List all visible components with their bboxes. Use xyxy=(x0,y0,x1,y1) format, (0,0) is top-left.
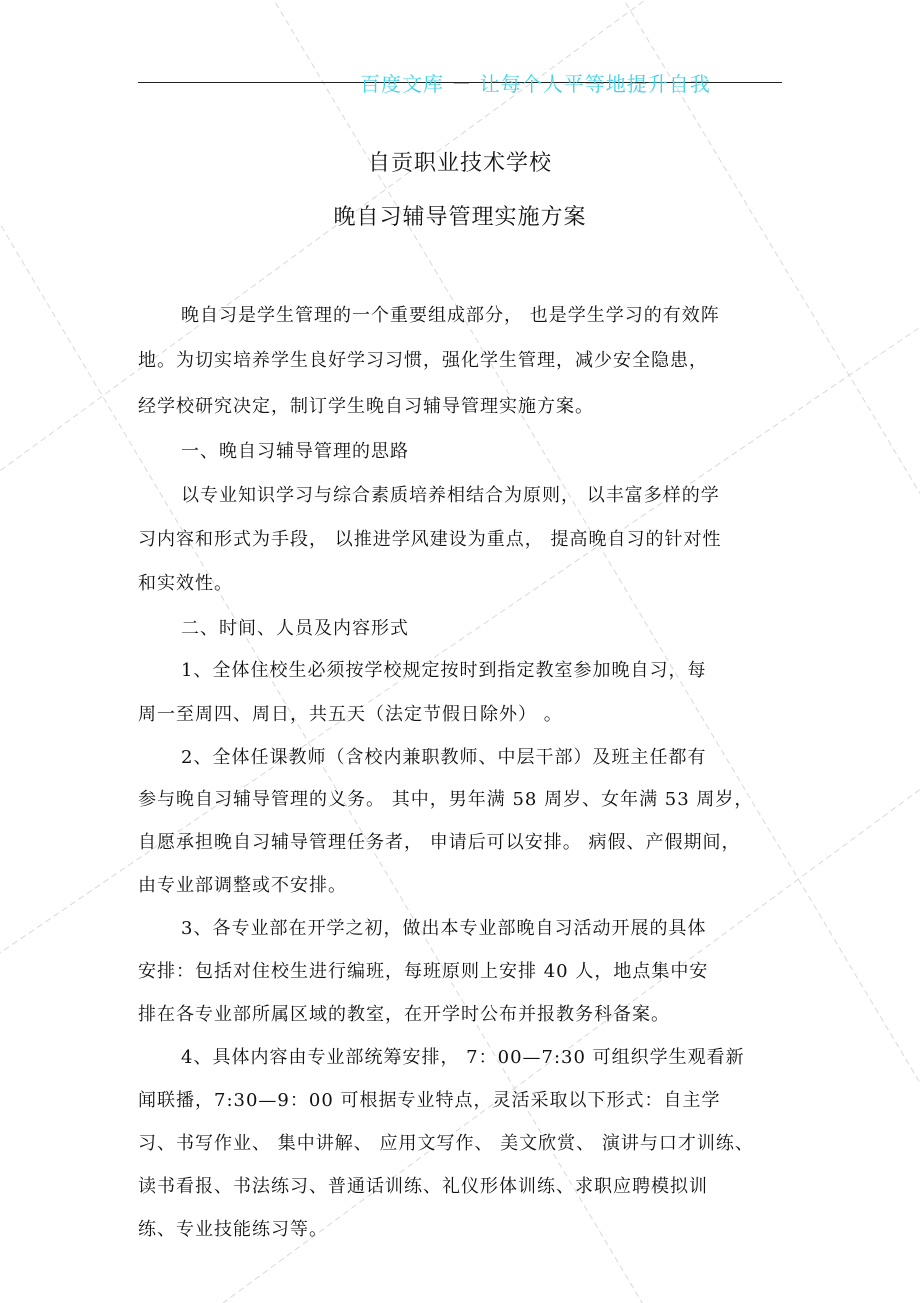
paragraph-line: 2、全体任课教师（含校内兼职教师、中层干部）及班主任都有 xyxy=(181,747,707,768)
paragraph-line: 以专业知识学习与综合素质培养相结合为原则， 以丰富多样的学 xyxy=(181,485,720,506)
paragraph-line: 习、书写作业、 集中讲解、 应用文写作、 美文欣赏、 演讲与口才训练、 xyxy=(138,1133,754,1154)
header-watermark-text: 百度文库 － 让每个人平等地提升自我 xyxy=(360,72,711,96)
paragraph-line: 练、专业技能练习等。 xyxy=(138,1219,328,1240)
paragraph-line: 排在各专业部所属区域的教室，在开学时公布并报教务科备案。 xyxy=(138,1004,670,1025)
section-heading: 二、时间、人员及内容形式 xyxy=(181,618,409,639)
paragraph-line: 周一至周四、周日，共五天（法定节假日除外） 。 xyxy=(138,704,563,725)
paragraph-line: 读书看报、书法练习、普通话训练、礼仪形体训练、求职应聘模拟训 xyxy=(138,1176,708,1197)
paragraph-line: 4、具体内容由专业部统筹安排， 7：00—7:30 可组织学生观看新 xyxy=(181,1047,745,1068)
paragraph-line: 由专业部调整或不安排。 xyxy=(138,875,347,896)
paragraph-line: 晚自习是学生管理的一个重要组成部分， 也是学生学习的有效阵 xyxy=(181,305,720,326)
paragraph-line: 1、全体住校生必须按学校规定按时到指定教室参加晚自习，每 xyxy=(181,660,707,681)
paragraph-line: 3、各专业部在开学之初，做出本专业部晚自习活动开展的具体 xyxy=(181,918,707,939)
paragraph-line: 经学校研究决定，制订学生晚自习辅导管理实施方案。 xyxy=(138,396,594,417)
paragraph-line: 习内容和形式为手段， 以推进学风建设为重点， 提高晚自习的针对性 xyxy=(138,529,722,550)
document-title-school: 自贡职业技术学校 xyxy=(367,151,552,176)
paragraph-line: 安排：包括对住校生进行编班，每班原则上安排 40 人，地点集中安 xyxy=(138,961,709,982)
paragraph-line: 和实效性。 xyxy=(138,573,233,594)
section-heading: 一、晚自习辅导管理的思路 xyxy=(181,441,409,462)
paragraph-line: 地。为切实培养学生良好学习习惯，强化学生管理，减少安全隐患， xyxy=(138,350,708,371)
paragraph-line: 自愿承担晚自习辅导管理任务者， 申请后可以安排。 病假、产假期间， xyxy=(138,832,741,853)
document-title-plan: 晚自习辅导管理实施方案 xyxy=(333,205,587,230)
paragraph-line: 参与晚自习辅导管理的义务。 其中，男年满 58 周岁、女年满 53 周岁， xyxy=(138,789,754,810)
paragraph-line: 闻联播，7:30—9：00 可根据专业特点，灵活采取以下形式：自主学 xyxy=(138,1090,721,1111)
